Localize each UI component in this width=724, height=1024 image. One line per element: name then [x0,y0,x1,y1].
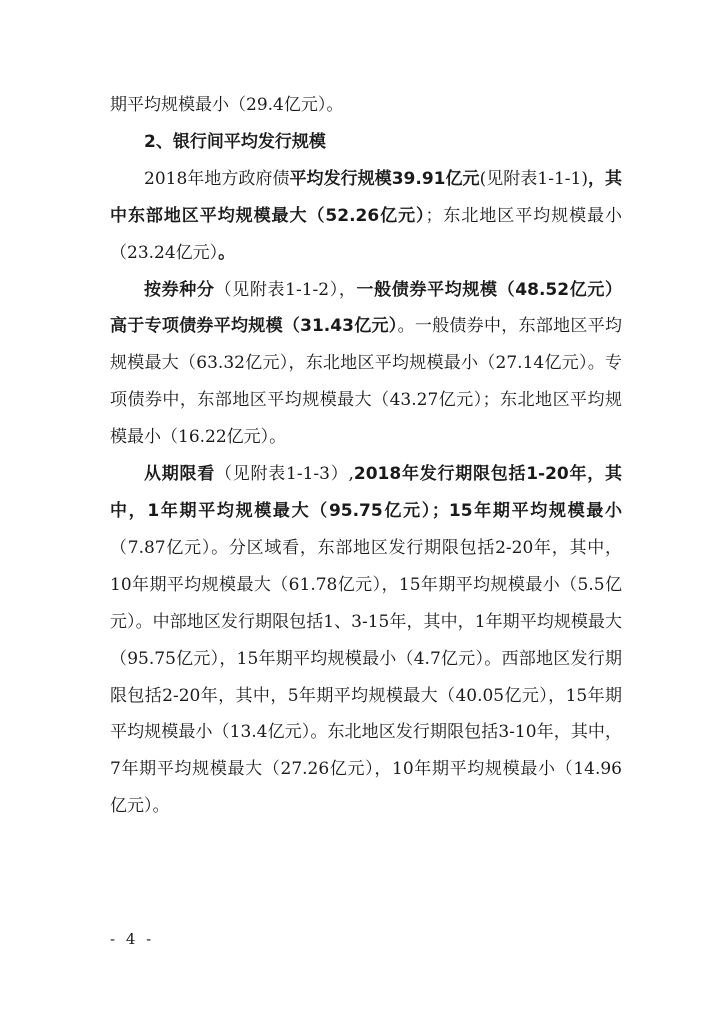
continuation-text: 期平均规模最小（29.4亿元）。 [110,95,344,115]
paragraph-continuation [110,87,622,124]
bond-type-lead: 按券种分 [144,279,215,300]
bond-type-detail: 。一般债券中，东部地区平均规模最大（63.32亿元），东北地区平均规模最小（27.14亿元）。专项债券中，东部地区平均规模最大（43.27亿元）；东北地区平均规模最小（16.22亿元）。 [110,316,622,448]
section-heading [110,124,622,161]
paragraph-maturity [110,456,622,825]
overall-scale-bold: 平均发行规模39.91亿元 [289,168,480,189]
bond-type-bold: 一般债券平均规模（48.52亿元）高于专项债券平均规模（31.43亿元） [110,279,622,337]
bond-type-ref: （见附表1-1-2）， [214,279,357,300]
overall-ref: (见附表1-1-1) [479,168,588,189]
maturity-detail: （7.87亿元）。分区域看，东部地区发行期限包括2-20年，其中，10年期平均规模最大（61.78亿元），15年期平均规模最小（5.5亿元）。中部地区发行期限包括1、3-15年，其中，1年期平均规模最大（95.75亿元），15年期平均规模最小（4.7亿元）。西部地区发行期限包括2-20年，其中，5年期平均规模最大（40.05亿元），15年期平均规模最小（13.4亿元）。东北地区发行期限包括3-10年，其中，7年期平均规模最大（27.26亿元），10年期平均规模最小（14.96亿元）。 [110,537,622,817]
page-number: - 4 - [110,930,155,948]
paragraph-overall-scale [110,161,622,272]
body-text [110,87,622,825]
section-heading-text: 2、银行间平均发行规模 [144,131,326,152]
overall-end: 。 [218,242,236,263]
maturity-ref: （见附表1-1-3）, [215,464,354,485]
northeast-text: ；东北地区平均规模最小（23.24亿元） [110,205,622,263]
east-region-bold: ，其中东部地区平均规模最大（52.26亿元） [110,168,623,226]
maturity-bold: 2018年发行期限包括1-20年，其中，1年期平均规模最大（95.75亿元）；15年期平均规模最小 [110,464,623,521]
overall-intro: 2018年地方政府债 [144,168,290,189]
maturity-lead: 从期限看 [144,464,216,485]
paragraph-bond-type [110,272,622,457]
